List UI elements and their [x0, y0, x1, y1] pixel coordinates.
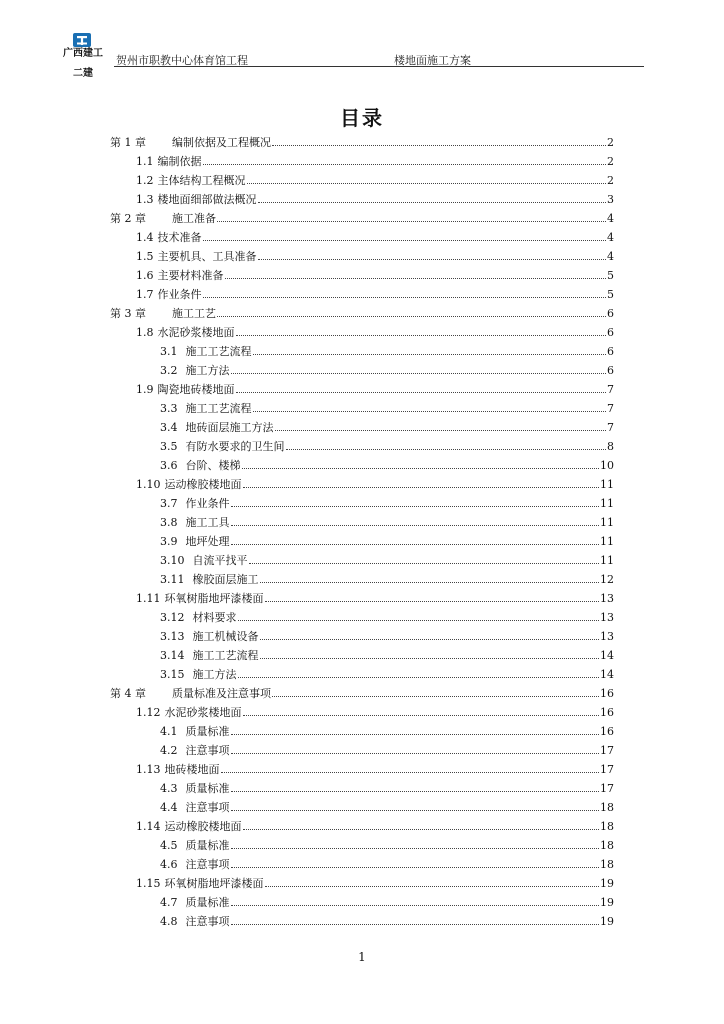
toc-entry[interactable] [0, 684, 724, 703]
toc-dot-leader [231, 373, 607, 374]
toc-entry-title: 作业条件 [185, 497, 230, 510]
toc-entry-page: 10 [600, 459, 614, 472]
toc-entry-title: 编制依据 [157, 155, 202, 168]
toc-entry-number: 4.3 [160, 782, 178, 795]
toc-entry-title: 主体结构工程概况 [157, 174, 246, 187]
toc-entry[interactable] [0, 494, 724, 513]
toc-entry[interactable] [0, 247, 724, 266]
toc-entry-page: 11 [600, 535, 614, 548]
toc-dot-leader [253, 411, 607, 412]
toc-entry-number: 3.12 [160, 611, 185, 624]
toc-entry-page: 17 [600, 744, 614, 757]
toc-dot-leader [260, 639, 600, 640]
toc-entry-page: 11 [600, 554, 614, 567]
toc-entry-number: 1.3 [136, 193, 154, 206]
toc-dot-leader [231, 506, 600, 507]
toc-entry[interactable] [0, 893, 724, 912]
toc-dot-leader [243, 487, 600, 488]
toc-dot-leader [260, 582, 600, 583]
toc-entry-page: 16 [600, 687, 614, 700]
toc-dot-leader [203, 240, 607, 241]
toc-entry-page: 13 [600, 592, 614, 605]
toc-entry[interactable] [0, 760, 724, 779]
toc-entry-number: 3.7 [160, 497, 178, 510]
page-number: 1 [358, 950, 366, 964]
toc-entry-title: 地砖面层施工方法 [185, 421, 274, 434]
toc-entry[interactable] [0, 133, 724, 152]
toc-entry-title: 施工准备 [172, 212, 216, 225]
toc-entry-title: 质量标准 [185, 839, 230, 852]
toc-entry[interactable] [0, 399, 724, 418]
toc-entry-page: 17 [600, 782, 614, 795]
toc-entry[interactable] [0, 741, 724, 760]
toc-entry-title: 质量标准 [185, 896, 230, 909]
toc-entry[interactable] [0, 475, 724, 494]
toc-entry-page: 6 [607, 345, 614, 358]
toc-entry[interactable] [0, 418, 724, 437]
toc-dot-leader [217, 316, 606, 317]
toc-entry-page: 19 [600, 915, 614, 928]
toc-entry-number: 1.8 [136, 326, 154, 339]
toc-entry-title: 注意事项 [185, 801, 230, 814]
toc-entry-number: 1.9 [136, 383, 154, 396]
toc-entry-number: 1.11 [136, 592, 161, 605]
toc-entry-number: 3.10 [160, 554, 185, 567]
toc-entry-title: 施工工艺流程 [185, 402, 252, 415]
toc-dot-leader [272, 145, 606, 146]
toc-entry-number: 3.4 [160, 421, 178, 434]
header-project-name: 贺州市职教中心体育馆工程 [116, 54, 248, 67]
toc-entry-title: 水泥砂浆楼地面 [157, 326, 235, 339]
toc-entry-number: 4.8 [160, 915, 178, 928]
toc-entry-number: 3.9 [160, 535, 178, 548]
toc-entry-page: 16 [600, 725, 614, 738]
toc-entry-number: 3.1 [160, 345, 178, 358]
toc-entry-number: 第 3 章 [110, 307, 146, 320]
toc-entry-number: 4.7 [160, 896, 178, 909]
toc-entry-title: 橡胶面层施工 [192, 573, 259, 586]
toc-dot-leader [231, 810, 600, 811]
header-rule [114, 66, 644, 67]
toc-dot-leader [253, 354, 607, 355]
toc-dot-leader [231, 924, 600, 925]
toc-dot-leader [203, 164, 607, 165]
toc-entry-number: 第 4 章 [110, 687, 146, 700]
toc-dot-leader [242, 468, 600, 469]
toc-entry[interactable] [0, 152, 724, 171]
toc-entry-title: 施工工艺 [172, 307, 216, 320]
toc-entry-number: 1.4 [136, 231, 154, 244]
toc-entry-title: 环氧树脂地坪漆楼面 [164, 877, 264, 890]
toc-entry[interactable] [0, 380, 724, 399]
toc-entry-title: 水泥砂浆楼地面 [164, 706, 242, 719]
toc-entry-title: 地坪处理 [185, 535, 230, 548]
toc-entry-number: 4.6 [160, 858, 178, 871]
toc-entry-number: 4.5 [160, 839, 178, 852]
toc-dot-leader [231, 525, 600, 526]
toc-dot-leader [238, 620, 600, 621]
toc-entry[interactable] [0, 646, 724, 665]
toc-dot-leader [231, 867, 600, 868]
toc-entry-title: 注意事项 [185, 858, 230, 871]
toc-entry-page: 2 [607, 155, 614, 168]
toc-dot-leader [231, 848, 600, 849]
toc-dot-leader [243, 715, 600, 716]
toc-dot-leader [247, 183, 607, 184]
logo-subtext: 二建 [73, 68, 93, 79]
toc-entry-page: 6 [607, 364, 614, 377]
toc-entry[interactable] [0, 798, 724, 817]
toc-entry[interactable] [0, 608, 724, 627]
toc-entry-page: 18 [600, 858, 614, 871]
logo-emblem-icon [72, 32, 92, 48]
toc-dot-leader [243, 829, 600, 830]
toc-entry-page: 8 [607, 440, 614, 453]
toc-entry[interactable] [0, 551, 724, 570]
toc-entry-page: 2 [607, 174, 614, 187]
toc-entry-title: 材料要求 [192, 611, 237, 624]
toc-entry[interactable] [0, 779, 724, 798]
toc-entry-page: 18 [600, 820, 614, 833]
toc-dot-leader [225, 278, 607, 279]
toc-dot-leader [265, 886, 600, 887]
toc-entry-title: 施工工具 [185, 516, 230, 529]
toc-entry-page: 14 [600, 668, 614, 681]
toc-entry-page: 5 [607, 269, 614, 282]
company-logo [58, 32, 108, 80]
toc-dot-leader [231, 734, 600, 735]
toc-entry-page: 7 [607, 421, 614, 434]
header-document-title: 楼地面施工方案 [394, 54, 471, 67]
toc-entry-page: 14 [600, 649, 614, 662]
toc-entry[interactable] [0, 532, 724, 551]
toc-entry-number: 3.5 [160, 440, 178, 453]
toc-entry-page: 17 [600, 763, 614, 776]
toc-entry-number: 1.1 [136, 155, 154, 168]
toc-dot-leader [258, 259, 607, 260]
toc-entry[interactable] [0, 722, 724, 741]
toc-entry-page: 18 [600, 801, 614, 814]
toc-entry-page: 11 [600, 478, 614, 491]
toc-entry[interactable] [0, 228, 724, 247]
toc-entry-page: 16 [600, 706, 614, 719]
toc-entry-title: 陶瓷地砖楼地面 [157, 383, 235, 396]
toc-entry-number: 第 2 章 [110, 212, 146, 225]
toc-entry-page: 13 [600, 611, 614, 624]
toc-entry-title: 施工方法 [185, 364, 230, 377]
toc-entry-title: 质量标准 [185, 725, 230, 738]
toc-entry-page: 5 [607, 288, 614, 301]
toc-dot-leader [203, 297, 607, 298]
toc-entry-number: 3.15 [160, 668, 185, 681]
toc-entry-number: 第 1 章 [110, 136, 146, 149]
toc-entry-page: 12 [600, 573, 614, 586]
toc-entry[interactable] [0, 304, 724, 323]
toc-entry-title: 质量标准及注意事项 [172, 687, 271, 700]
toc-entry-title: 编制依据及工程概况 [172, 136, 271, 149]
toc-entry-number: 1.5 [136, 250, 154, 263]
toc-entry-title: 楼地面细部做法概况 [157, 193, 257, 206]
toc-entry-number: 3.8 [160, 516, 178, 529]
toc-entry-title: 技术准备 [157, 231, 202, 244]
toc-dot-leader [231, 791, 600, 792]
toc-dot-leader [275, 430, 607, 431]
page-header [56, 32, 640, 82]
toc-entry-number: 1.10 [136, 478, 161, 491]
toc-entry[interactable] [0, 703, 724, 722]
toc-entry[interactable] [0, 589, 724, 608]
toc-entry[interactable] [0, 513, 724, 532]
toc-entry-number: 3.2 [160, 364, 178, 377]
toc-dot-leader [231, 905, 600, 906]
toc-dot-leader [221, 772, 600, 773]
toc-dot-leader [236, 335, 607, 336]
toc-entry-number: 3.13 [160, 630, 185, 643]
toc-entry-number: 1.6 [136, 269, 154, 282]
toc-entry-page: 11 [600, 497, 614, 510]
toc-entry-number: 3.6 [160, 459, 178, 472]
toc-entry[interactable] [0, 817, 724, 836]
logo-text: 广西建工 [63, 48, 103, 59]
toc-entry-title: 质量标准 [185, 782, 230, 795]
toc-entry-page: 13 [600, 630, 614, 643]
toc-entry-title: 施工方法 [192, 668, 237, 681]
toc-entry-title: 运动橡胶楼地面 [164, 820, 242, 833]
toc-entry-number: 1.14 [136, 820, 161, 833]
toc-dot-leader [249, 563, 600, 564]
toc-entry-title: 主要机具、工具准备 [157, 250, 257, 263]
toc-dot-leader [260, 658, 600, 659]
toc-entry-page: 4 [607, 231, 614, 244]
toc-entry-page: 19 [600, 877, 614, 890]
toc-entry-number: 3.14 [160, 649, 185, 662]
toc-entry-title: 自流平找平 [192, 554, 248, 567]
toc-dot-leader [265, 601, 600, 602]
toc-entry-page: 6 [607, 307, 614, 320]
toc-entry-number: 1.2 [136, 174, 154, 187]
toc-entry-page: 18 [600, 839, 614, 852]
toc-entry-title: 施工机械设备 [192, 630, 259, 643]
toc-dot-leader [238, 677, 600, 678]
toc-entry-page: 7 [607, 402, 614, 415]
toc-entry-number: 1.7 [136, 288, 154, 301]
toc-entry-number: 4.1 [160, 725, 178, 738]
toc-dot-leader [286, 449, 607, 450]
toc-dot-leader [231, 544, 600, 545]
toc-entry[interactable] [0, 342, 724, 361]
toc-entry-title: 环氧树脂地坪漆楼面 [164, 592, 264, 605]
toc-entry-title: 施工工艺流程 [185, 345, 252, 358]
toc-entry-number: 3.11 [160, 573, 185, 586]
toc-entry[interactable] [0, 874, 724, 893]
toc-entry-title: 台阶、楼梯 [185, 459, 241, 472]
toc-entry-page: 2 [607, 136, 614, 149]
toc-entry[interactable] [0, 266, 724, 285]
toc-entry-page: 3 [607, 193, 614, 206]
toc-entry-title: 注意事项 [185, 744, 230, 757]
toc-entry-page: 4 [607, 250, 614, 263]
toc-entry[interactable] [0, 285, 724, 304]
toc-entry-title: 作业条件 [157, 288, 202, 301]
toc-entry[interactable] [0, 209, 724, 228]
toc-entry-number: 1.13 [136, 763, 161, 776]
toc-entry[interactable] [0, 855, 724, 874]
toc-entry[interactable] [0, 323, 724, 342]
toc-entry-page: 11 [600, 516, 614, 529]
toc-entry[interactable] [0, 665, 724, 684]
toc-entry-page: 4 [607, 212, 614, 225]
toc-entry-title: 主要材料准备 [157, 269, 224, 282]
toc-entry-title: 施工工艺流程 [192, 649, 259, 662]
toc-dot-leader [231, 753, 600, 754]
toc-entry-number: 3.3 [160, 402, 178, 415]
toc-entry-page: 7 [607, 383, 614, 396]
toc-entry[interactable] [0, 437, 724, 456]
toc-entry[interactable] [0, 912, 724, 931]
toc-entry-title: 地砖楼地面 [164, 763, 220, 776]
toc-entry-title: 有防水要求的卫生间 [185, 440, 285, 453]
toc-entry[interactable] [0, 361, 724, 380]
toc-entry-page: 6 [607, 326, 614, 339]
toc-entry[interactable] [0, 836, 724, 855]
toc-entry-number: 4.4 [160, 801, 178, 814]
toc-dot-leader [236, 392, 607, 393]
toc-entry-page: 19 [600, 896, 614, 909]
toc-entry[interactable] [0, 570, 724, 589]
toc-entry[interactable] [0, 456, 724, 475]
toc-dot-leader [258, 202, 607, 203]
toc-entry-number: 1.12 [136, 706, 161, 719]
toc-dot-leader [217, 221, 606, 222]
table-of-contents [0, 133, 724, 931]
toc-entry-title: 注意事项 [185, 915, 230, 928]
toc-dot-leader [272, 696, 599, 697]
toc-entry-number: 1.15 [136, 877, 161, 890]
toc-entry[interactable] [0, 190, 724, 209]
toc-entry-title: 运动橡胶楼地面 [164, 478, 242, 491]
toc-entry[interactable] [0, 171, 724, 190]
toc-entry[interactable] [0, 627, 724, 646]
toc-entry-number: 4.2 [160, 744, 178, 757]
toc-title: 目录 [340, 106, 384, 130]
